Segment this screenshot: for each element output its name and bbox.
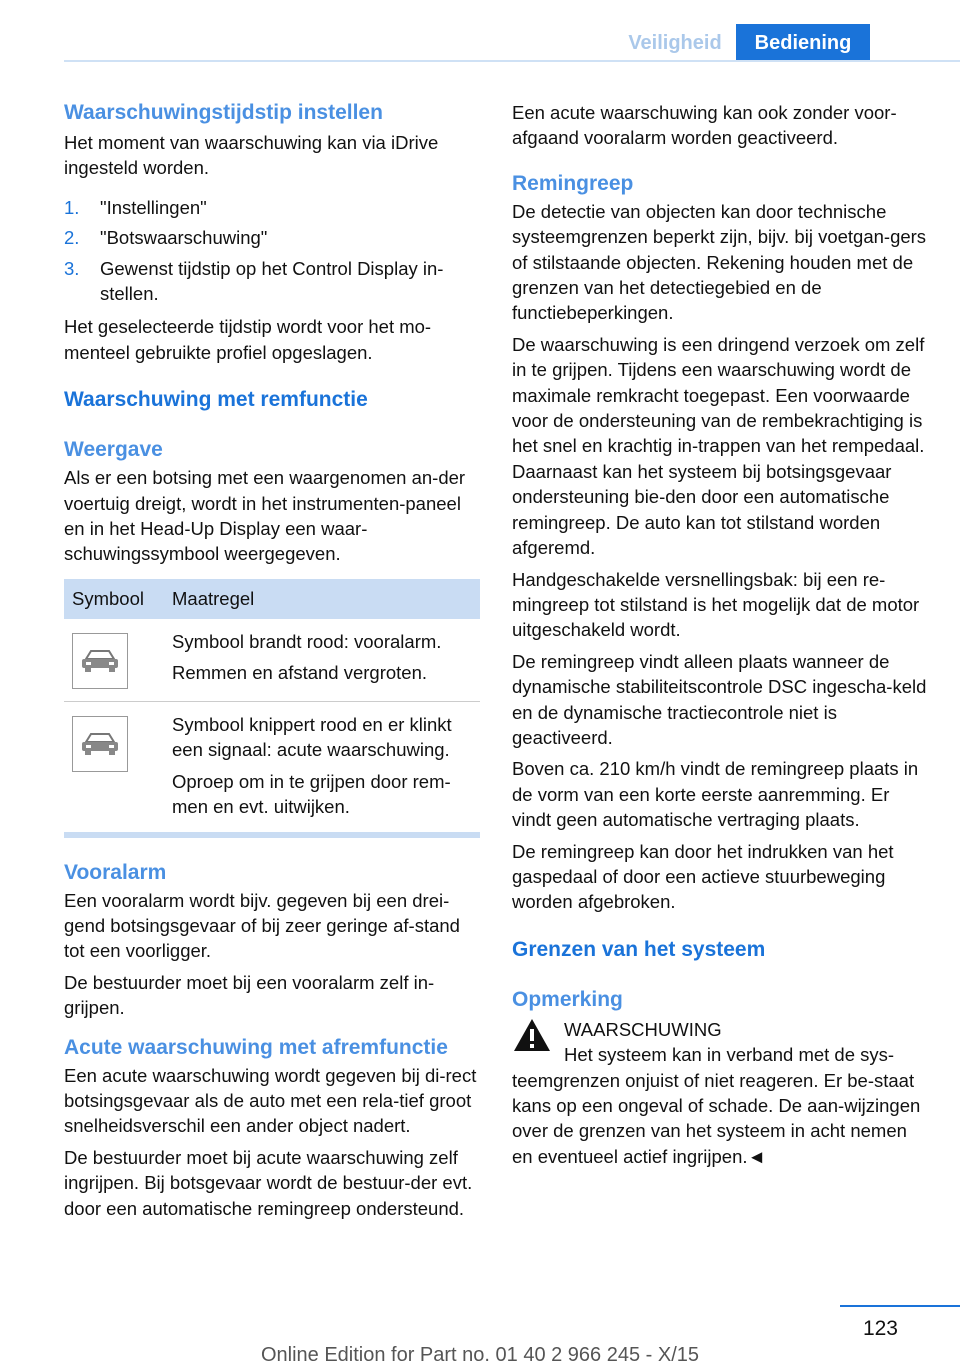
list-item: 2. "Botswaarschuwing" bbox=[64, 227, 268, 249]
table-cell-text: Symbool knippert rood en er klinkt een signaal: acute waarschuwing. bbox=[172, 713, 452, 761]
pre-alarm-text-1: Een vooralarm wordt bijv. gegeven bij een drei-gend botsingsgevaar of bij zeer geringe af-stand tot een voorligger. bbox=[64, 889, 460, 962]
table-header-symbol: Symbool bbox=[64, 579, 164, 619]
table-cell-text: Oproep om in te grijpen door rem-men en evt. uitwijken. bbox=[172, 770, 451, 818]
section-heading-warning-time: Waarschuwingstijdstip instellen bbox=[64, 101, 383, 124]
section-heading-note: Opmerking bbox=[512, 987, 623, 1011]
intervention-text-1: De detectie van objecten kan door technische systeemgrenzen beperkt zijn, bijv. bij voetgan-gers of stilstaande objecten. Rekening houden met de grenzen van het detectiegebied en de functiebeperkingen. bbox=[512, 200, 927, 324]
intervention-text-6: De remingreep kan door het indrukken van het gaspedaal of door een actieve stuurbeweging worden afgebroken. bbox=[512, 840, 894, 913]
section-heading-pre-alarm: Vooralarm bbox=[64, 860, 167, 884]
section-heading-acute-warning: Acute waarschuwing met afremfunctie bbox=[64, 1035, 448, 1059]
header-active-tab: Bediening bbox=[736, 24, 870, 62]
page-number: 123 bbox=[862, 1317, 898, 1340]
table-header-measure: Maatregel bbox=[164, 579, 480, 619]
steps-list bbox=[64, 195, 480, 307]
table-row bbox=[64, 619, 480, 702]
profile-note: Het geselecteerde tijdstip wordt voor het mo-menteel gebruikte profiel opgeslagen. bbox=[64, 316, 432, 363]
table-bottom-rule bbox=[64, 832, 480, 838]
car-warning-icon bbox=[72, 633, 128, 689]
acute-warning-text-1: Een acute waarschuwing wordt gegeven bij di-rect botsingsgevaar als de auto met een rela-tief groot snelheidsverschil een ander object nadert. bbox=[64, 1064, 477, 1137]
intervention-text-5: Boven ca. 210 km/h vindt de remingreep plaats in de vorm van een korte eerste aanremming. Er vindt geen automatische vertraging plaats. bbox=[512, 758, 919, 831]
acute-warning-text-2: De bestuurder moet bij acute waarschuwing zelf ingrijpen. Bij botsgevaar wordt de bestuur-der evt. door een automatische remingreep ondersteund. bbox=[64, 1146, 473, 1219]
right-column bbox=[512, 100, 932, 1169]
table-cell-text: Remmen en afstand vergroten. bbox=[172, 662, 428, 684]
edition-footer: Online Edition for Part no. 01 40 2 966 245 - X/15 bbox=[260, 1344, 700, 1366]
section-intro: Het moment van waarschuwing kan via iDrive ingesteld worden. bbox=[64, 132, 439, 179]
car-warning-icon bbox=[72, 716, 128, 772]
intervention-text-4: De remingreep vindt alleen plaats wanneer de dynamische stabiliteitscontrole DSC ingescha-keld en de dynamische tractiecontrole niet is geactiveerd. bbox=[512, 650, 927, 748]
header-rule bbox=[64, 60, 960, 62]
header-section-tab: Veiligheid bbox=[628, 32, 722, 54]
section-heading-brake-intervention: Remingreep bbox=[512, 171, 634, 195]
left-column bbox=[64, 100, 480, 1221]
table-cell-text: Symbool brandt rood: vooralarm. bbox=[172, 630, 442, 652]
footer-rule bbox=[840, 1305, 960, 1307]
table-row bbox=[64, 701, 480, 831]
section-heading-system-limits: Grenzen van het systeem bbox=[512, 937, 766, 961]
pre-alarm-text-2: De bestuurder moet bij een vooralarm zelf in-grijpen. bbox=[64, 971, 435, 1019]
list-item: 1. "Instellingen" bbox=[64, 196, 207, 218]
warning-triangle-icon bbox=[512, 1017, 552, 1053]
acute-warning-text-3: Een acute waarschuwing kan ook zonder voor-afgaand vooralarm worden geactiveerd. bbox=[512, 102, 897, 149]
warning-text: Het systeem kan in verband met de sys-teemgrenzen onjuist of niet reageren. Er be-staat kans op een ongeval of schade. De aan-wijzingen over de grenzen van het systeem in acht nemen en eventueel actief ingrijpen.◄ bbox=[512, 1044, 921, 1167]
intervention-text-3: Handgeschakelde versnellingsbak: bij een re-mingreep tot stilstand is het mogelijk dat de motor uitgeschakeld wordt. bbox=[512, 568, 920, 641]
section-heading-display: Weergave bbox=[64, 438, 163, 462]
warning-label: WAARSCHUWING bbox=[564, 1018, 722, 1040]
intervention-text-2: De waarschuwing is een dringend verzoek om zelf in te grijpen. Tijdens een waarschuwing wordt de maximale remkracht toegepast. Een voorwaarde voor de ondersteuning van de rembekrachtiging is het snel en krachtig in-trappen van het rempedaal. Daarnaast kan het systeem bij botsingsgevaar ondersteuning bie-den door een automatische remingreep. De auto kan tot stilstand worden afgeremd. bbox=[512, 333, 925, 559]
symbol-table bbox=[64, 579, 480, 832]
list-item: 3. Gewenst tijdstip op het Control Display in-stellen. bbox=[64, 257, 444, 305]
section-heading-brake-function: Waarschuwing met remfunctie bbox=[64, 388, 368, 412]
warning-block bbox=[512, 1017, 932, 1042]
display-text: Als er een botsing met een waargenomen an-der voertuig dreigt, wordt in het instrumenten-paneel en in het Head-Up Display een waar-schuwingssymbool weergegeven. bbox=[64, 467, 466, 565]
